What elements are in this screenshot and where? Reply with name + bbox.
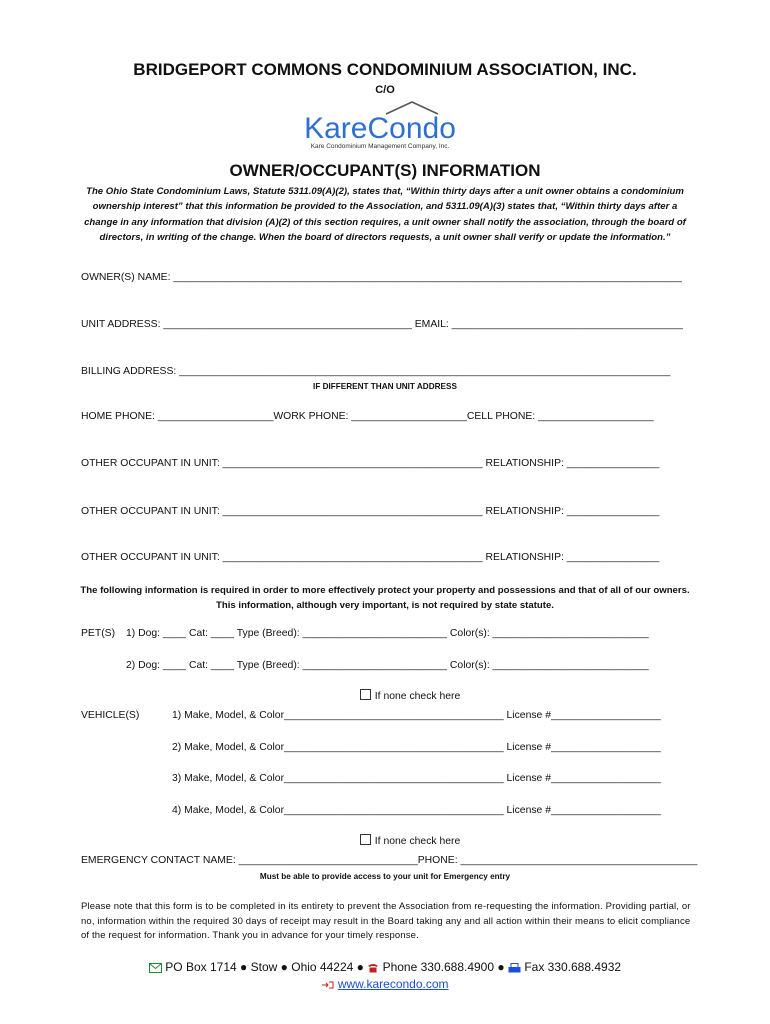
phone-number: Phone 330.688.4900 bbox=[382, 960, 495, 974]
pet-row-1[interactable]: 1) Dog: ____ Cat: ____ Type (Breed): _________________________ Color(s): ___________________________ bbox=[126, 628, 649, 639]
other-occupant-field-2[interactable]: OTHER OCCUPANT IN UNIT: _____________________________________________ RELATIONSHIP: ________________ bbox=[81, 506, 660, 517]
vehicles-label: VEHICLE(S) bbox=[81, 710, 140, 721]
owners-name-field[interactable]: OWNER(S) NAME: ________________________________________________________________________________________ bbox=[81, 272, 682, 283]
emergency-note: Must be able to provide access to your unit for Emergency entry bbox=[259, 872, 511, 881]
state-zip: Ohio 44224 bbox=[291, 960, 354, 974]
separator: ● bbox=[280, 960, 288, 974]
pets-none-label: If none check here bbox=[374, 691, 461, 702]
po-box: PO Box 1714 bbox=[165, 960, 237, 974]
billing-note: IF DIFFERENT THAN UNIT ADDRESS bbox=[313, 382, 457, 391]
vehicles-none-checkbox[interactable] bbox=[360, 834, 371, 845]
form-heading: OWNER/OCCUPANT(S) INFORMATION bbox=[229, 161, 541, 180]
separator: ● bbox=[356, 960, 364, 974]
pets-none-checkbox[interactable] bbox=[360, 689, 371, 700]
separator: ● bbox=[497, 960, 505, 974]
required-info-note: The following information is required in order to more effectively protect your property and possessions and that of all of our owners. This information, although very important, is not required by state statute. bbox=[80, 585, 690, 611]
billing-address-field[interactable]: BILLING ADDRESS: _____________________________________________________________________________________ bbox=[81, 366, 671, 377]
logo-wordmark: KareCondo bbox=[304, 112, 456, 145]
website-row bbox=[0, 977, 770, 991]
association-title: BRIDGEPORT COMMONS CONDOMINIUM ASSOCIATION, INC. bbox=[133, 60, 637, 79]
city: Stow bbox=[250, 960, 278, 974]
vehicles-none-checkbox-row[interactable] bbox=[354, 823, 460, 847]
pointer-icon bbox=[321, 980, 334, 990]
other-occupant-field-3[interactable]: OTHER OCCUPANT IN UNIT: _____________________________________________ RELATIONSHIP: ________________ bbox=[81, 552, 660, 563]
vehicle-row-3[interactable]: 3) Make, Model, & Color______________________________________ License #___________________ bbox=[172, 773, 661, 784]
fax-number: Fax 330.688.4932 bbox=[524, 960, 622, 974]
statute-text: The Ohio State Condominium Laws, Statute 5311.09(A)(2), states that, “Within thirty days after a unit owner obtains a condominium ownership interest” that this information be provided to the Association, and 5311.09(A)(3) states that, “Within thirty days after a change in any information that division (A)(2) of this section requires, a unit owner shall notify the association, through the board of directors, in writing of the change. When the board of directors requests, a unit owner shall verify or update the information.” bbox=[84, 186, 686, 243]
pets-label: PET(S) bbox=[81, 628, 116, 639]
karecondo-logo bbox=[0, 98, 770, 154]
pets-none-checkbox-row[interactable] bbox=[354, 678, 460, 702]
separator: ● bbox=[240, 960, 248, 974]
vehicle-row-2[interactable]: 2) Make, Model, & Color______________________________________ License #___________________ bbox=[172, 742, 661, 753]
emergency-contact-field[interactable]: EMERGENCY CONTACT NAME: _______________________________PHONE: _________________________________________ bbox=[81, 855, 698, 866]
website-link[interactable]: www.karecondo.com bbox=[337, 977, 449, 991]
other-occupant-field-1[interactable]: OTHER OCCUPANT IN UNIT: _____________________________________________ RELATIONSHIP: ________________ bbox=[81, 458, 660, 469]
care-of-label: C/O bbox=[375, 84, 395, 96]
vehicle-row-1[interactable]: 1) Make, Model, & Color______________________________________ License #___________________ bbox=[172, 710, 661, 721]
envelope-icon bbox=[149, 963, 162, 973]
vehicle-row-4[interactable]: 4) Make, Model, & Color______________________________________ License #___________________ bbox=[172, 805, 661, 816]
pet-row-2[interactable]: 2) Dog: ____ Cat: ____ Type (Breed): _________________________ Color(s): ___________________________ bbox=[126, 660, 649, 671]
phone-fields[interactable]: HOME PHONE: ____________________WORK PHONE: ____________________CELL PHONE: ____________________ bbox=[81, 411, 654, 422]
closing-paragraph: Please note that this form is to be completed in its entirety to prevent the Association from re-requesting the information. Providing partial, or no, information within the required 30 days of receipt may result in the Board taking any and all action within their means to elicit compliance of the request for information. Thank you in advance for your timely response. bbox=[81, 901, 691, 942]
fax-icon bbox=[508, 963, 521, 973]
unit-address-email-field[interactable]: UNIT ADDRESS: ___________________________________________ EMAIL: ________________________________________ bbox=[81, 319, 683, 330]
footer-contact bbox=[0, 960, 770, 974]
logo-tagline: Kare Condominium Management Company, Inc. bbox=[310, 143, 450, 150]
vehicles-none-label: If none check here bbox=[374, 836, 461, 847]
telephone-icon bbox=[367, 963, 379, 973]
